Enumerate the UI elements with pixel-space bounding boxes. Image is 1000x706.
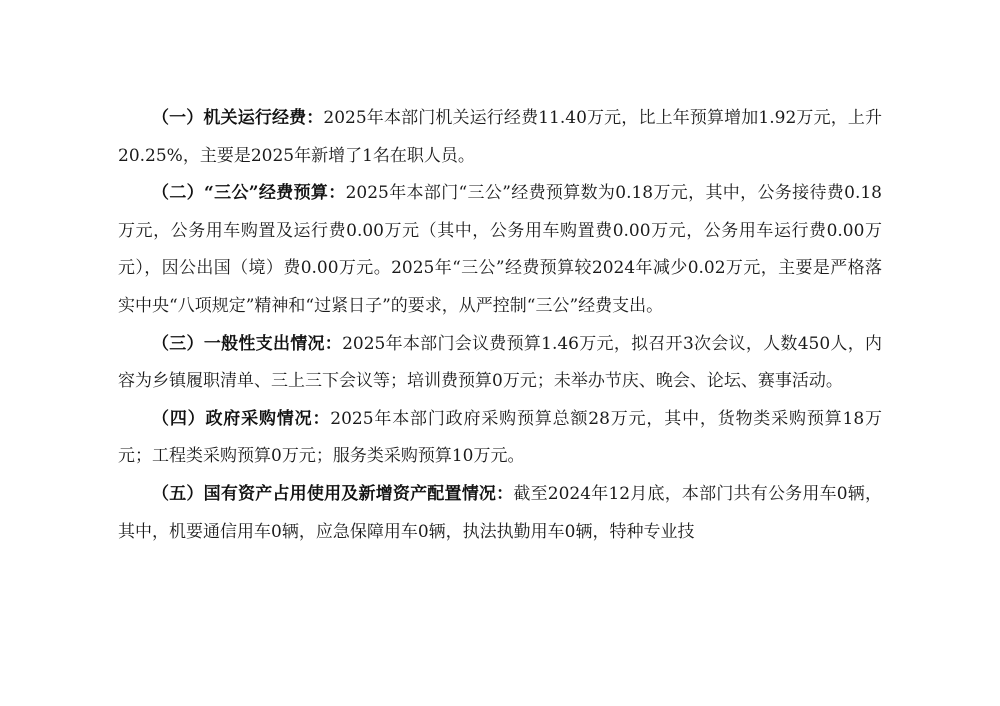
document-body: [118, 100, 882, 551]
paragraph-heading: （一）机关运行经费：: [152, 108, 324, 128]
paragraph-operating-expenses: [118, 100, 882, 175]
paragraph-heading: （三）一般性支出情况：: [152, 333, 343, 354]
paragraph-text: 2025年本部门“三公”经费预算数为0.18万元，其中，公务接待费0.18万元，公务用车购置及运行费0.00万元（其中，公务用车购置费0.00万元，公务用车运行费0.00万元），因公出国（境）费0.00万元。2025年“三公”经费预算较2024年减少0.02万元，主要是严格落实中央“八项规定”精神和“过紧日子”的要求，从严控制“三公”经费支出。: [118, 183, 882, 316]
paragraph-three-public-expenses: [118, 175, 882, 325]
paragraph-text: 2025年本部门机关运行经费11.40万元，比上年预算增加1.92万元，上升20.25%，主要是2025年新增了1名在职人员。: [118, 108, 882, 166]
paragraph-heading: （四）政府采购情况：: [152, 408, 331, 429]
paragraph-state-assets: [118, 476, 882, 551]
paragraph-heading: （五）国有资产占用使用及新增资产配置情况：: [152, 483, 514, 504]
paragraph-text: 2025年本部门会议费预算1.46万元，拟召开3次会议，人数450人，内容为乡镇履职清单、三上三下会议等；培训费预算0万元；未举办节庆、晚会、论坛、赛事活动。: [118, 333, 882, 392]
paragraph-text: 截至2024年12月底，本部门共有公务用车0辆，其中，机要通信用车0辆，应急保障用车0辆，执法执勤用车0辆，特种专业技: [118, 483, 883, 542]
paragraph-text: 2025年本部门政府采购预算总额28万元，其中，货物类采购预算18万元；工程类采购预算0万元；服务类采购预算10万元。: [118, 408, 882, 467]
paragraph-government-procurement: [118, 401, 882, 476]
paragraph-general-expenses: [118, 326, 882, 401]
paragraph-heading: （二）“三公”经费预算：: [152, 183, 346, 204]
